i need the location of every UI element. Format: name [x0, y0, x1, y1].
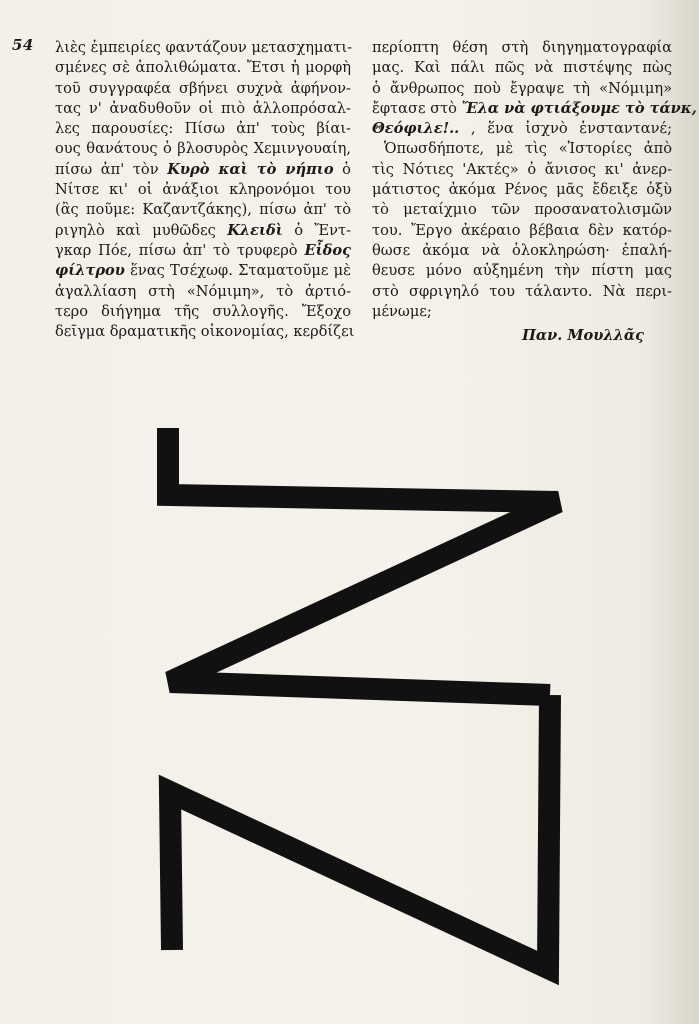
text-line: θευσε μόνο αὐξημένη τὴν πίστη μας — [372, 262, 672, 280]
text-line: Ὁπωσδήποτε, μὲ τὶς «Ἱστορίες ἀπὸ — [384, 140, 672, 158]
italic-title: φίλτρου — [55, 262, 125, 280]
italic-title: Ἔλα νὰ φτιάξουμε τὸ τάνκ, — [461, 99, 697, 117]
text-line: μένωμε; — [372, 302, 432, 320]
text-line: μας. Καὶ πάλι πῶς νὰ πιστέψης πὼς — [372, 59, 672, 77]
text-line: ἀγαλλίαση στὴ «Νόμιμη», τὸ ἀρτιό- — [55, 282, 351, 300]
text-line: του. Ἔργο ἀκέραιο βέβαια δὲν κατόρ- — [372, 221, 672, 239]
text-line: ἔφτασε στὸ Ἔλα νὰ φτιάξουμε τὸ τάνκ, — [372, 99, 697, 117]
text-line: λιὲς ἐμπειρίες φαντάζουν μετασχηματι- — [55, 39, 353, 56]
author-signature: Παν. Μουλλᾶς — [522, 327, 644, 345]
text-line: τοῦ συγγραφέα σβήνει συχνὰ ἀφήνον- — [55, 79, 351, 97]
text-line: ριγηλὸ καὶ μυθῶδες Κλειδὶ ὁ Ἔντ- — [55, 221, 351, 239]
text-line: τὶς Νότιες 'Ακτές» ὁ ἄνισος κι' ἀνερ- — [372, 160, 672, 178]
text-line: πίσω ἀπ' τὸν Κυρὸ καὶ τὸ νήπιο ὁ — [55, 160, 351, 178]
text-line: (ἂς ποῦμε: Καζαντζάκης), πίσω ἀπ' τὸ — [55, 201, 351, 219]
text-line: Νίτσε κι' οἱ ἀνάξιοι κληρονόμοι του — [55, 181, 351, 199]
text-line: περίοπτη θέση στὴ διηγηματογραφία — [372, 39, 672, 56]
text-line: στὸ σφριγηλό του τάλαντο. Νὰ περι- — [372, 282, 672, 300]
text-line: λες παρουσίες: Πίσω ἀπ' τοὺς βίαι- — [55, 120, 351, 138]
text-line: γκαρ Πόε, πίσω ἀπ' τὸ τρυφερὸ Εἶδος — [55, 241, 351, 259]
italic-title: Κλειδὶ — [227, 221, 283, 239]
text-line: μάτιστος ἀκόμα Ρένος μᾶς ἔδειξε ὀξὺ — [372, 181, 672, 199]
italic-title: Εἶδος — [304, 241, 351, 259]
text-line: φίλτρου ἕνας Τσέχωφ. Σταματοῦμε μὲ — [55, 262, 351, 280]
text-line: ὁ ἄνθρωπος ποὺ ἔγραψε τὴ «Νόμιμη» — [372, 79, 672, 97]
text-line: θωσε ἀκόμα νὰ ὁλοκληρώση· ἐπαλή- — [372, 241, 672, 259]
page-number: 54 — [12, 36, 34, 54]
text-line: δεῖγμα δραματικῆς οἰκονομίας, κερδίζει — [55, 323, 355, 341]
left-text-column — [55, 38, 355, 342]
text-line: τὸ μεταίχμιο τῶν προσανατολισμῶν — [372, 201, 672, 219]
zigzag-lower-stroke — [170, 695, 550, 968]
text-line: ους θανάτους ὁ βλοσυρὸς Χεμινγουαίη, — [55, 140, 351, 158]
zigzag-upper-stroke — [168, 428, 558, 695]
text-line: τερο διήγημα τῆς συλλογῆς. Ἔξοχο — [55, 302, 351, 320]
text-line: τας ν' ἀναδυθοῦν οἱ πιὸ ἀλλοπρόσαλ- — [55, 99, 351, 117]
right-text-column — [372, 38, 697, 346]
decorative-letter-art — [140, 420, 580, 980]
italic-title: Κυρὸ καὶ τὸ νήπιο — [167, 160, 334, 178]
text-line: σμένες σὲ ἀπολιθώματα. Ἔτσι ἡ μορφὴ — [55, 59, 351, 77]
italic-title: Θεόφιλε!.. — [372, 120, 460, 138]
text-line: Θεόφιλε!.. , ἕνα ἰσχνὸ ἐνσταντανέ; — [372, 120, 672, 138]
